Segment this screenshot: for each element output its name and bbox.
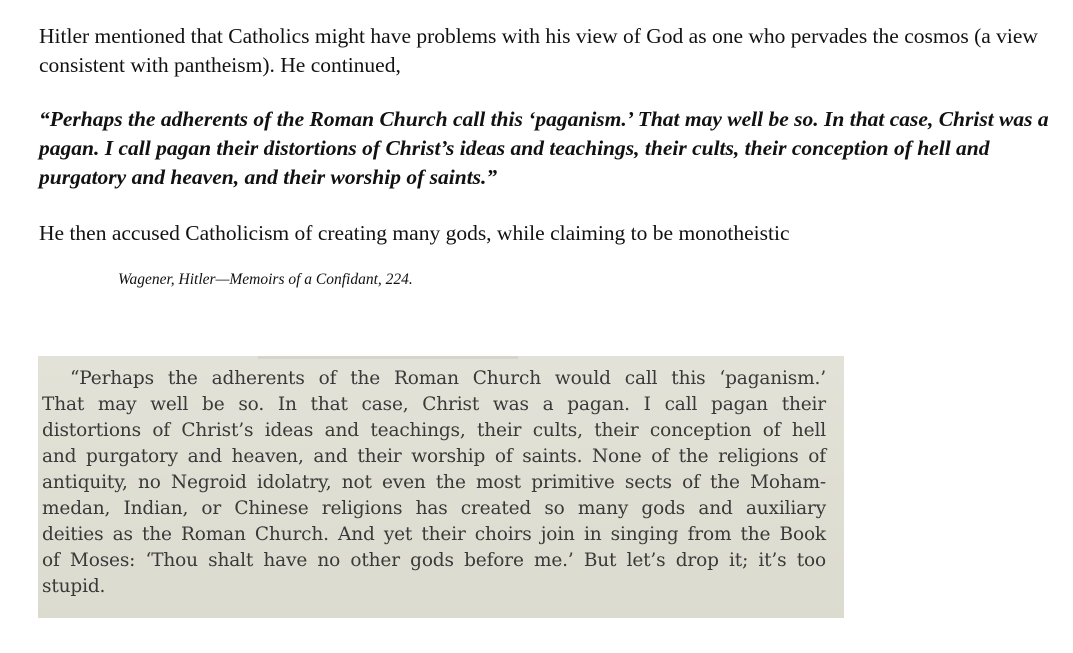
scanned-line: of Moses: ‘Thou shalt have no other gods before me.’ But let’s drop it; it’s too	[42, 550, 826, 571]
scanned-line: distortions of Christ’s ideas and teachings, their cults, their conception of hell	[42, 420, 826, 441]
scanned-book-excerpt	[38, 356, 844, 618]
scanned-line: and purgatory and heaven, and their worship of saints. None of the religions of	[42, 446, 826, 467]
scanned-line: stupid.	[42, 576, 106, 597]
follow-paragraph: He then accused Catholicism of creating many gods, while claiming to be monotheistic	[39, 221, 790, 245]
scanned-excerpt-text	[42, 366, 826, 600]
citation: Wagener, Hitler—Memoirs of a Confidant, 224.	[118, 271, 413, 288]
scanned-line: antiquity, no Negroid idolatry, not even the most primitive sects of the Moham-	[42, 472, 826, 493]
scanned-line: medan, Indian, or Chinese religions has created so many gods and auxiliary	[42, 498, 826, 519]
quote-paragraph: “Perhaps the adherents of the Roman Church call this ‘paganism.’ That may well be so. In that case, Christ was a pagan. I call pagan their distortions of Christ’s ideas and teachings, their cults, their conception of hell and purgatory and heaven, and their worship of saints.”	[39, 107, 1049, 189]
scan-artifact	[258, 356, 518, 359]
scanned-line: That may well be so. In that case, Christ was a pagan. I call pagan their	[42, 394, 826, 415]
intro-paragraph: Hitler mentioned that Catholics might have problems with his view of God as one who pervades the cosmos (a view consistent with pantheism). He continued,	[39, 24, 1038, 77]
scanned-line: deities as the Roman Church. And yet their choirs join in singing from the Book	[42, 524, 826, 545]
scanned-line: “Perhaps the adherents of the Roman Church would call this ‘paganism.’	[70, 368, 826, 389]
